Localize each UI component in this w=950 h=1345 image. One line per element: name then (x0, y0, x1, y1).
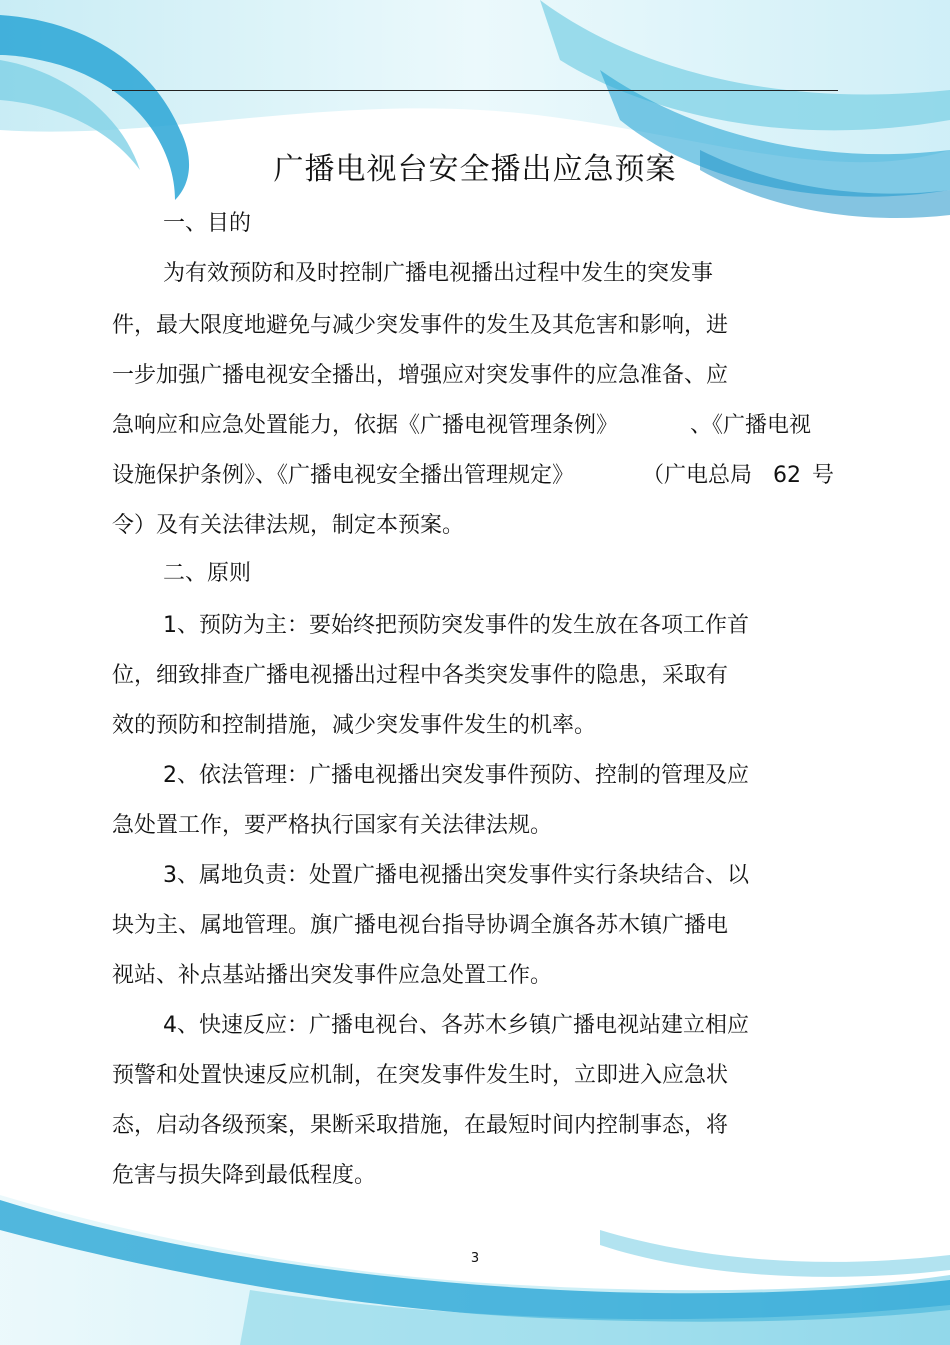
section-heading-principles: 二、原则 (163, 561, 252, 586)
paragraph-line: 急处置工作，要严格执行国家有关法律法规。 (112, 813, 553, 838)
paragraph-line: 3、属地负责：处置广播电视播出突发事件实行条块结合、以 (163, 863, 749, 888)
paragraph-line-fragment: （广电总局 (642, 463, 753, 488)
paragraph-line: 令）及有关法律法规，制定本预案。 (112, 513, 465, 538)
paragraph-line: 急响应和应急处置能力，依据《广播电视管理条例》 (112, 413, 619, 438)
paragraph-line-fragment: 、《广播电视 (690, 413, 812, 438)
paragraph-line: 危害与损失降到最低程度。 (112, 1163, 377, 1188)
paragraph-line: 预警和处置快速反应机制，在突发事件发生时，立即进入应急状 (112, 1063, 729, 1088)
page-number: 3 (470, 1251, 480, 1266)
paragraph-line: 2、依法管理：广播电视播出突发事件预防、控制的管理及应 (163, 763, 749, 788)
paragraph-line: 效的预防和控制措施，减少突发事件发生的机率。 (112, 713, 597, 738)
paragraph-line-fragment: 号 (812, 463, 835, 488)
paragraph-line: 态，启动各级预案，果断采取措施，在最短时间内控制事态，将 (112, 1113, 729, 1138)
paragraph-line: 视站、补点基站播出突发事件应急处置工作。 (112, 963, 553, 988)
paragraph-line: 为有效预防和及时控制广播电视播出过程中发生的突发事 (163, 261, 714, 286)
paragraph-line: 件，最大限度地避免与减少突发事件的发生及其危害和影响，进 (112, 313, 729, 338)
header-rule (112, 90, 838, 91)
paragraph-line: 一步加强广播电视安全播出，增强应对突发事件的应急准备、应 (112, 363, 729, 388)
paragraph-line: 4、快速反应：广播电视台、各苏木乡镇广播电视站建立相应 (163, 1013, 749, 1038)
paragraph-line: 1、预防为主：要始终把预防突发事件的发生放在各项工作首 (163, 613, 749, 638)
paragraph-line-fragment: 62 (773, 463, 801, 488)
section-heading-purpose: 一、目的 (163, 211, 252, 236)
paragraph-line: 设施保护条例》、《广播电视安全播出管理规定》 (112, 463, 575, 488)
paragraph-line: 块为主、属地管理。旗广播电视台指导协调全旗各苏木镇广播电 (112, 913, 729, 938)
paragraph-line: 位，细致排查广播电视播出过程中各类突发事件的隐患，采取有 (112, 663, 729, 688)
document-title: 广播电视台安全播出应急预案 (273, 152, 677, 187)
